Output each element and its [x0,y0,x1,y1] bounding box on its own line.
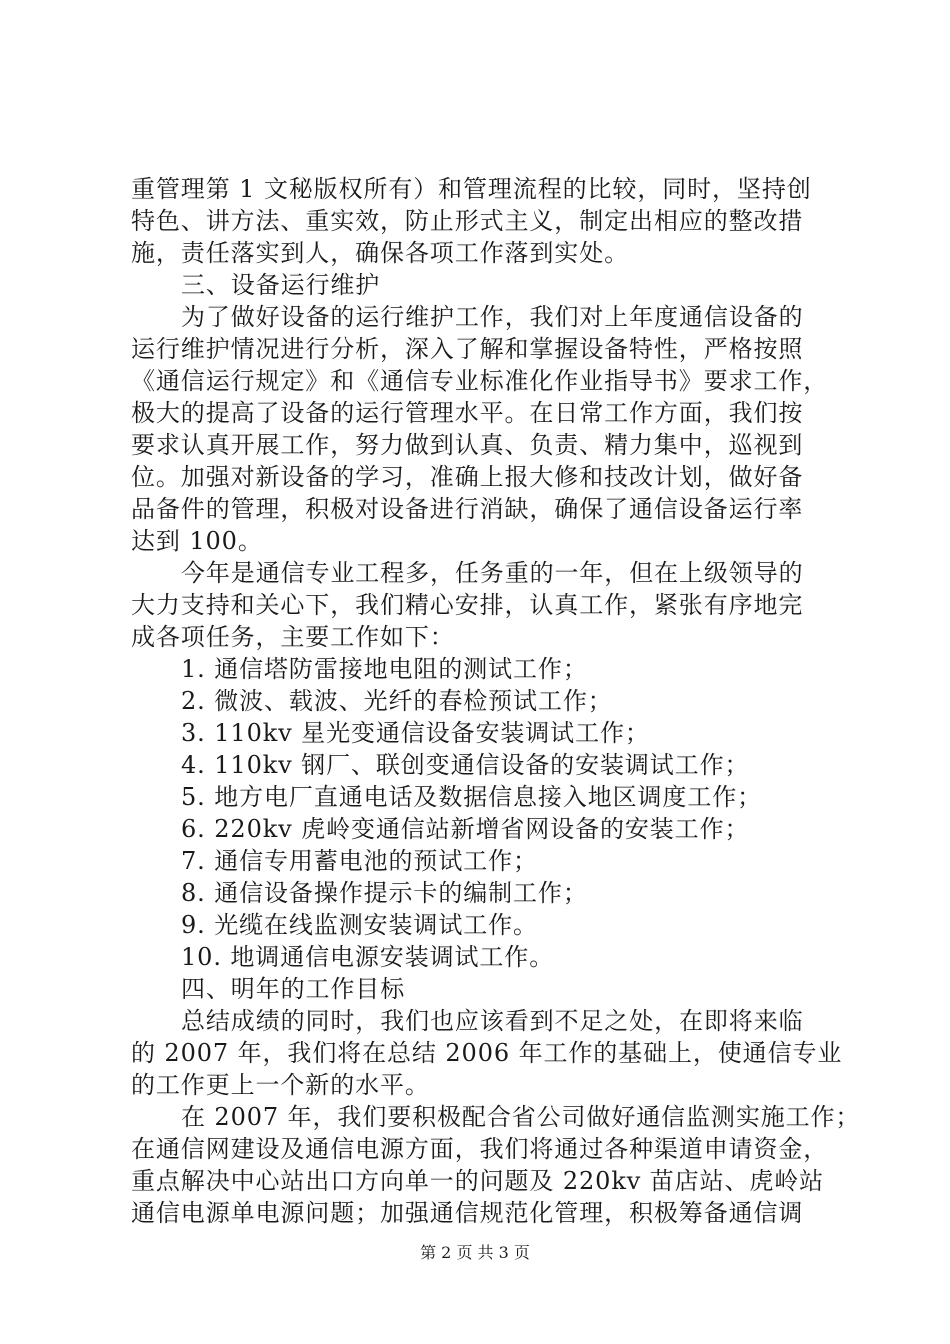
text-line: 《通信运行规定》和《通信专业标准化作业指导书》要求工作， [131,367,829,395]
text-line: 重管理第 1 文秘版权所有）和管理流程的比较，同时，坚持创 [131,175,812,203]
text-line: 极大的提高了设备的运行管理水平。在日常工作方面，我们按 [131,399,804,427]
text-line: 总结成绩的同时，我们也应该看到不足之处，在即将来临 [181,1007,804,1035]
text-line: 通信电源单电源问题；加强通信规范化管理，积极筹备通信调 [131,1199,804,1227]
page-footer: 第 2 页 共 3 页 [420,1243,530,1262]
text-line: 成各项任务，主要工作如下： [131,623,455,651]
text-line: 今年是通信专业工程多，任务重的一年，但在上级领导的 [181,559,804,587]
text-line: 3. 110kv 星光变通信设备安装调试工作； [181,719,650,747]
text-line: 达到 100。 [131,527,263,555]
text-line: 5. 地方电厂直通电话及数据信息接入地区调度工作； [181,783,763,811]
text-line: 品备件的管理，积极对设备进行消缺，确保了通信设备运行率 [131,495,804,523]
text-line: 7. 通信专用蓄电池的预试工作； [181,847,538,875]
text-line: 大力支持和关心下，我们精心安排，认真工作，紧张有序地完 [131,591,804,619]
text-line: 为了做好设备的运行维护工作，我们对上年度通信设备的 [181,303,804,331]
text-line: 2. 微波、载波、光纤的春检预试工作； [181,687,613,715]
text-line: 重点解决中心站出口方向单一的问题及 220kv 苗店站、虎岭站 [131,1167,825,1195]
text-line: 施，责任落实到人，确保各项工作落到实处。 [131,239,629,267]
text-line: 4. 110kv 钢厂、联创变通信设备的安装调试工作； [181,751,750,779]
text-line: 四、明年的工作目标 [181,975,406,1003]
text-line: 6. 220kv 虎岭变通信站新增省网设备的安装工作； [181,815,750,843]
text-line: 在通信网建设及通信电源方面，我们将通过各种渠道申请资金， [131,1135,829,1163]
text-line: 位。加强对新设备的学习，准确上报大修和技改计划，做好备 [131,463,804,491]
text-line: 1. 通信塔防雷接地电阻的测试工作； [181,655,588,683]
text-line: 9. 光缆在线监测安装调试工作。 [181,911,538,939]
document-body [131,173,861,1229]
text-line: 要求认真开展工作，努力做到认真、负责、精力集中，巡视到 [131,431,804,459]
text-line: 特色、讲方法、重实效，防止形式主义，制定出相应的整改措 [131,207,804,235]
text-line: 的 2007 年，我们将在总结 2006 年工作的基础上，使通信专业 [131,1039,843,1067]
text-line: 10. 地调通信电源安装调试工作。 [181,943,555,971]
text-line: 的工作更上一个新的水平。 [131,1071,430,1099]
text-line: 8. 通信设备操作提示卡的编制工作； [181,879,588,907]
text-line: 三、设备运行维护 [181,271,381,299]
text-line: 在 2007 年，我们要积极配合省公司做好通信监测实施工作； [181,1103,861,1131]
text-line: 运行维护情况进行分析，深入了解和掌握设备特性，严格按照 [131,335,804,363]
